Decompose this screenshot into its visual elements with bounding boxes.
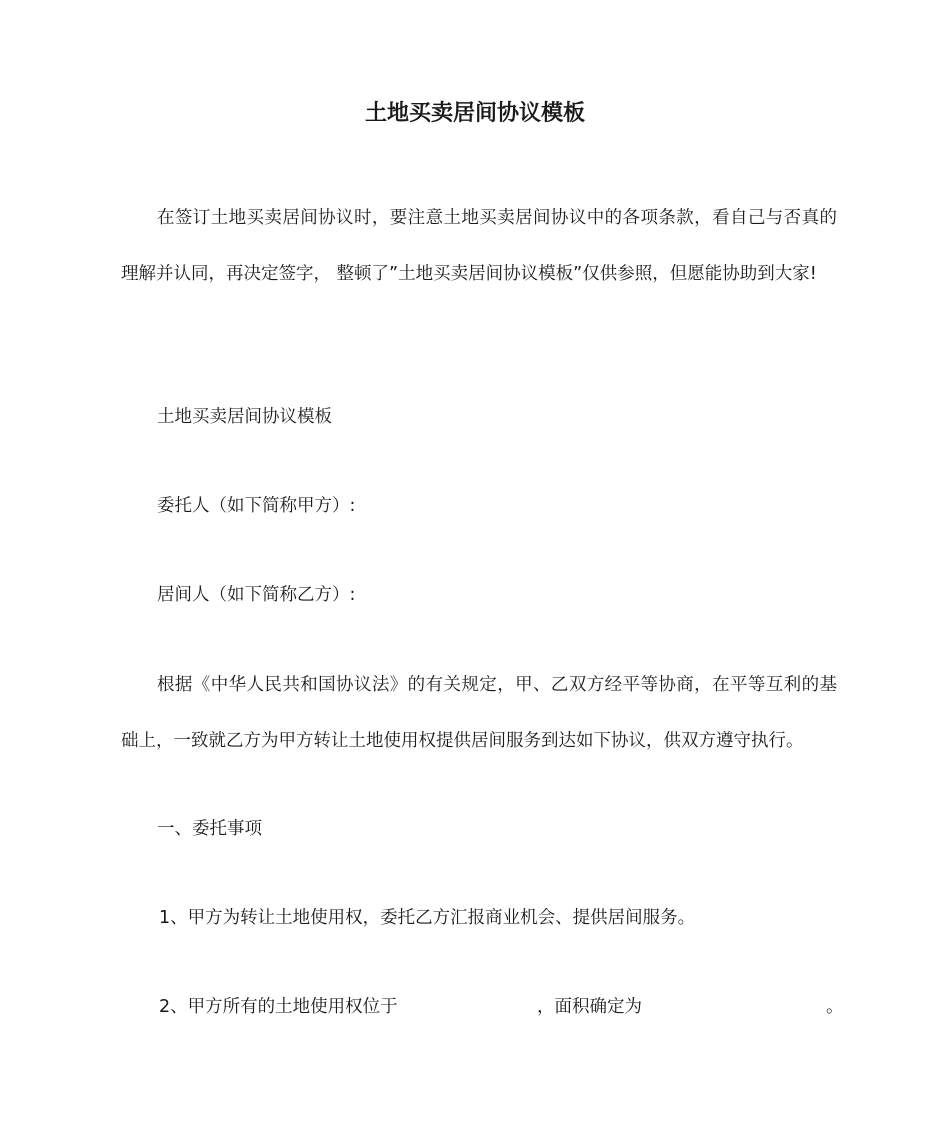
document-title: 土地买卖居间协议模板	[364, 101, 585, 126]
subtitle: 土地买卖居间协议模板	[157, 407, 332, 427]
item-2-part1: 2、甲方所有的土地使用权位于	[159, 997, 398, 1017]
item-1: 1、甲方为转让土地使用权，委托乙方汇报商业机会、提供居间服务。	[159, 908, 696, 928]
party-a-line: 委托人（如下简称甲方）:	[157, 496, 356, 516]
section-1-heading: 一、委托事项	[157, 819, 262, 839]
basis-paragraph: 根据《中华人民共和国协议法》的有关规定，甲、乙双方经平等协商，在平等互利的基础上，一致就乙方为甲方转让土地使用权提供居间服务到达如下协议，供双方遵守执行。	[121, 675, 837, 751]
intro-paragraph: 在签订土地买卖居间协议时，要注意土地买卖居间协议中的各项条款，看自己与否真的理解并认同，再决定签字， 整顿了”土地买卖居间协议模板”仅供参照，但愿能协助到大家!	[121, 208, 837, 284]
item-2-part2: ，面积确定为	[537, 997, 642, 1017]
party-b-line: 居间人（如下简称乙方）:	[157, 585, 356, 605]
item-2-end: 。	[826, 997, 844, 1017]
